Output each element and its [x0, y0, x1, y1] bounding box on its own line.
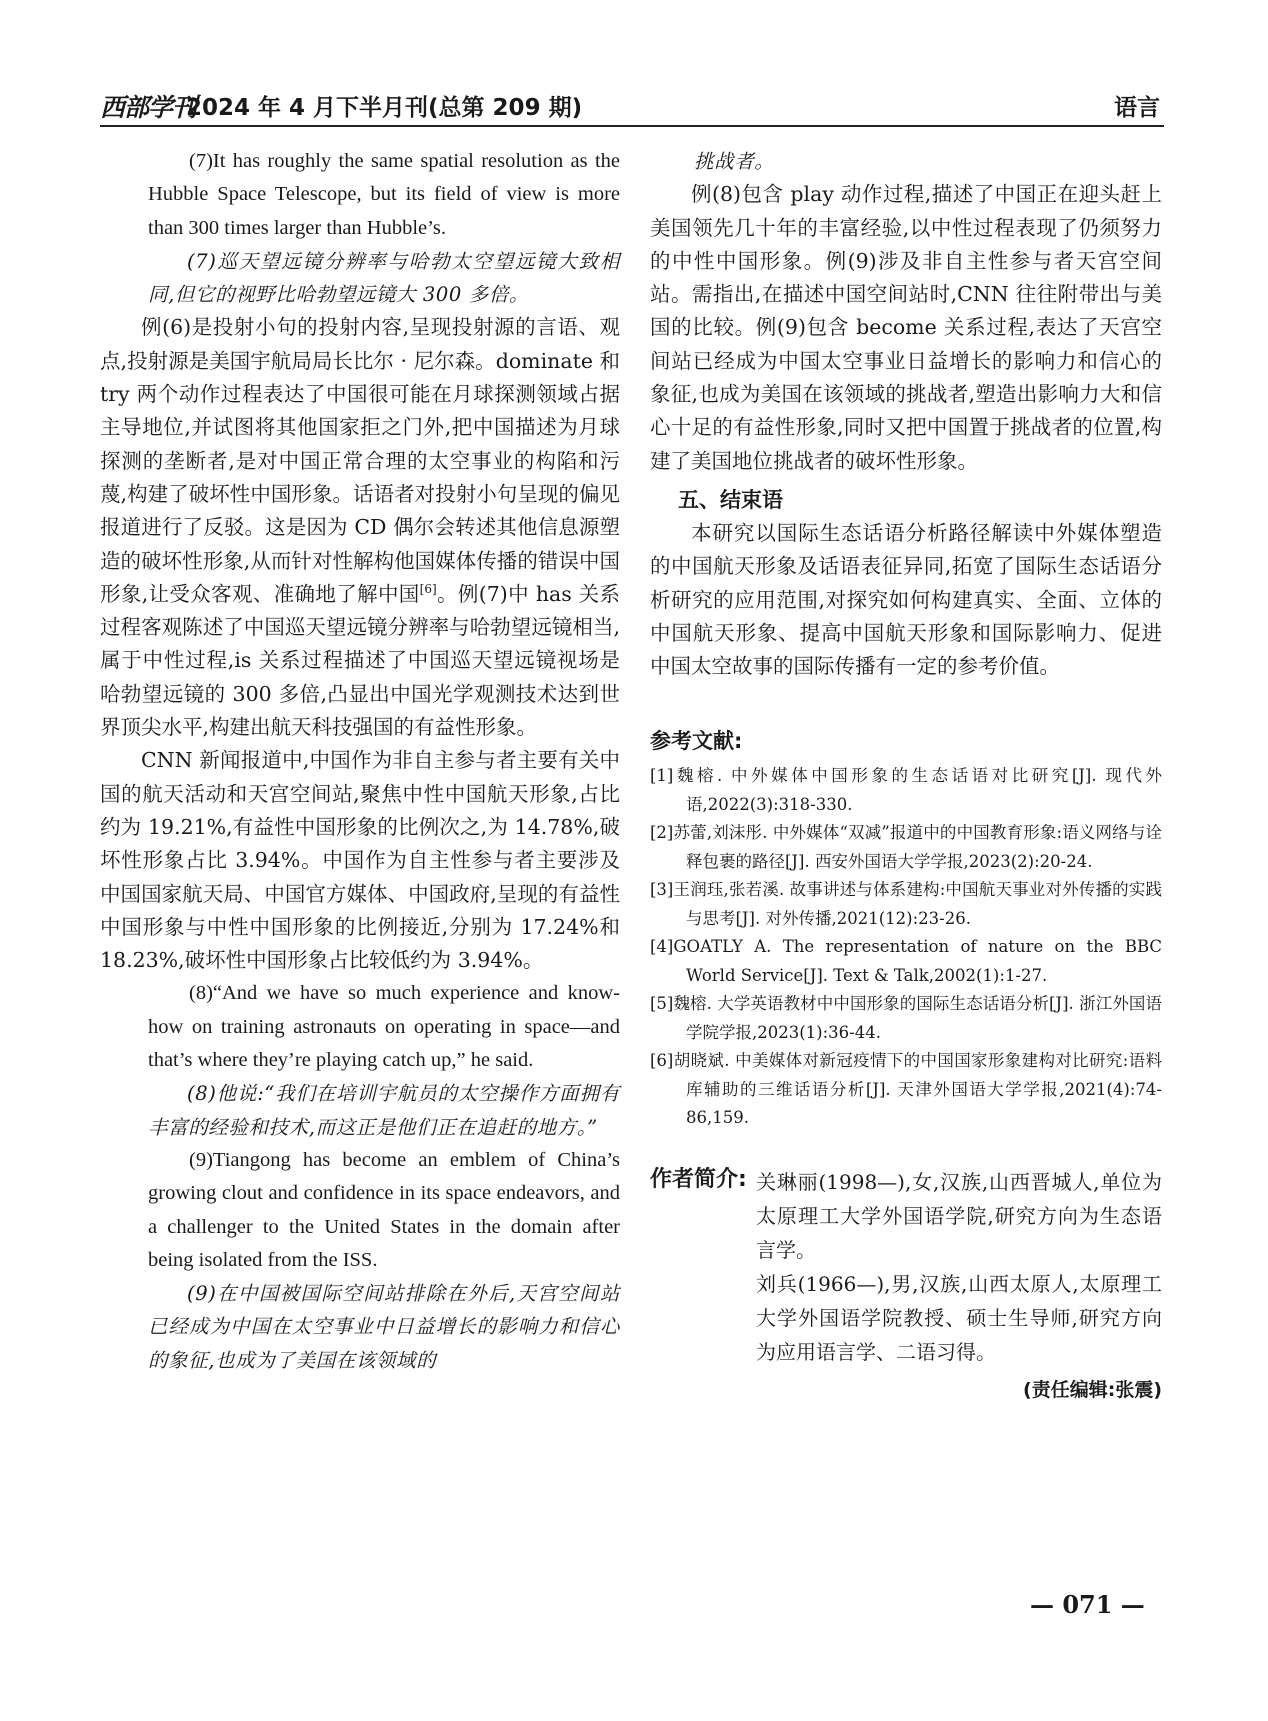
section-name: 语言 — [1114, 95, 1160, 121]
example-9-chinese: (9)在中国被国际空间站排除在外后,天宫空间站已经成为中国在太空事业中日益增长的影响力和信心的象征,也成为了美国在该领域的 — [148, 1282, 620, 1372]
right-column — [650, 145, 1162, 1407]
references-title: 参考文献: — [650, 729, 743, 754]
example-8-chinese: (8)他说:“我们在培训宇航员的太空操作方面拥有丰富的经验和技术,而这正是他们正在追赶的地方。” — [148, 1082, 620, 1139]
issue-info: 2024 年 4 月下半月刊(总第 209 期) — [186, 95, 583, 121]
paragraph-text: 例(6)是投射小句的投射内容,呈现投射源的言语、观点,投射源是美国宇航局局长比尔 · 尼尔森。dominate 和 try 两个动作过程表达了中国很可能在月球探测领域占据主导地位,并试图将其他国家拒之门外,把中国描述为月球探测的垄断者,是对中国正常合理的太空事业的构陷和污蔑,构建了破坏性中国形象。话语者对投射小句呈现的偏见报道进行了反驳。这是因为 CD 偶尔会转述其他信息源塑造的破坏性形象,从而针对性解构他国媒体传播的错误中国形象,让受众客观、准确地了解中国 — [100, 315, 620, 606]
example-9-chinese-continued: 挑战者。 — [694, 150, 775, 173]
responsible-editor: (责任编辑:张震) — [1023, 1378, 1162, 1401]
author-bio-label: 作者简介: — [650, 1166, 747, 1192]
author-1: 关琳丽(1998—),女,汉族,山西晋城人,单位为太原理工大学外国语学院,研究方向为生态语言学。 — [756, 1169, 1162, 1262]
section-heading-conclusion: 五、结束语 — [678, 487, 783, 512]
paragraph-cnn-stats: CNN 新闻报道中,中国作为非自主参与者主要有关中国的航天活动和天宫空间站,聚焦中性中国航天形象,占比约为 19.21%,有益性中国形象的比例次之,为 14.78%,破坏性形象占比 3.94%。中国作为自主性参与者主要涉及中国国家航天局、中国官方媒体、中国政府,呈现的有益性中国形象与中性中国形象的比例接近,分别为 17.24%和 18.23%,破坏性中国形象占比较低约为 3.94%。 — [100, 748, 620, 973]
author-2: 刘兵(1966—),男,汉族,山西太原人,太原理工大学外国语学院教授、硕士生导师,研究方向为应用语言学、二语习得。 — [756, 1271, 1162, 1364]
citation-superscript: [6] — [419, 582, 437, 597]
reference-item: [3]王润珏,张若溪. 故事讲述与体系建构:中国航天事业对外传播的实践与思考[J]. 对外传播,2021(12):23-26. — [650, 880, 1162, 928]
paragraph-analysis-6-7 — [100, 311, 620, 744]
page-number: — 071 — — [1030, 1590, 1145, 1619]
reference-item: [1]魏榕. 中外媒体中国形象的生态话语对比研究[J]. 现代外语,2022(3):318-330. — [650, 766, 1162, 814]
author-bio — [650, 1165, 1162, 1407]
reference-item: [5]魏榕. 大学英语教材中中国形象的国际生态话语分析[J]. 浙江外国语学院学报,2023(1):36-44. — [650, 994, 1162, 1042]
paragraph-analysis-8-9: 例(8)包含 play 动作过程,描述了中国正在迎头赶上美国领先几十年的丰富经验,以中性过程表现了仍须努力的中性中国形象。例(9)涉及非自主性参与者天宫空间站。需指出,在描述中国空间站时,CNN 往往附带出与美国的比较。例(9)包含 become 关系过程,表达了天宫空间站已经成为中国太空事业日益增长的影响力和信心的象征,也成为美国在该领域的挑战者,塑造出影响力大和信心十足的有益性形象,同时又把中国置于挑战者的位置,构建了美国地位挑战者的破坏性形象。 — [650, 182, 1162, 473]
left-column — [100, 145, 620, 1377]
example-7-chinese: (7)巡天望远镜分辨率与哈勃太空望远镜大致相同,但它的视野比哈勃望远镜大 300 多倍。 — [148, 249, 620, 307]
example-8-english: (8)“And we have so much experience and know-how on training astronauts on operating in space—and that’s where they’re playing catch up,” he said. — [148, 982, 620, 1072]
journal-logo: 西部学刊 — [100, 93, 197, 122]
reference-item: [2]苏蕾,刘沫彤. 中外媒体“双减”报道中的中国教育形象:语义网络与诠释包裹的路径[J]. 西安外国语大学学报,2023(2):20-24. — [650, 823, 1162, 871]
header-rule — [100, 125, 1164, 127]
reference-item: [6]胡晓斌. 中美媒体对新冠疫情下的中国国家形象建构对比研究:语料库辅助的三维话语分析[J]. 天津外国语大学学报,2021(4):74-86,159. — [650, 1051, 1162, 1128]
paragraph-conclusion: 本研究以国际生态话语分析路径解读中外媒体塑造的中国航天形象及话语表征异同,拓宽了国际生态话语分析研究的应用范围,对探究如何构建真实、全面、立体的中国航天形象、提高中国航天形象和国际影响力、促进中国太空故事的国际传播有一定的参考价值。 — [650, 520, 1162, 679]
references-list — [650, 762, 1162, 1133]
example-7-english: (7)It has roughly the same spatial resolution as the Hubble Space Telescope, but its field of view is more than 300 times larger than Hubble’s. — [148, 150, 620, 239]
example-9-english: (9)Tiangong has become an emblem of China’s growing clout and confidence in its space endeavors, and a challenger to the United States in the domain after being isolated from the ISS. — [148, 1148, 620, 1271]
author-bio-body — [756, 1165, 1162, 1369]
reference-item: [4]GOATLY A. The representation of nature on the BBC World Service[J]. Text & Talk,2002(1):1-27. — [650, 937, 1162, 985]
page-header — [100, 88, 1160, 126]
paragraph-text: 。例(7)中 has 关系过程客观陈述了中国巡天望远镜分辨率与哈勃望远镜相当,属于中性过程,is 关系过程描述了中国巡天望远镜视场是哈勃望远镜的 300 多倍,凸显出中国光学观测技术达到世界顶尖水平,构建出航天科技强国的有益性形象。 — [100, 581, 620, 740]
